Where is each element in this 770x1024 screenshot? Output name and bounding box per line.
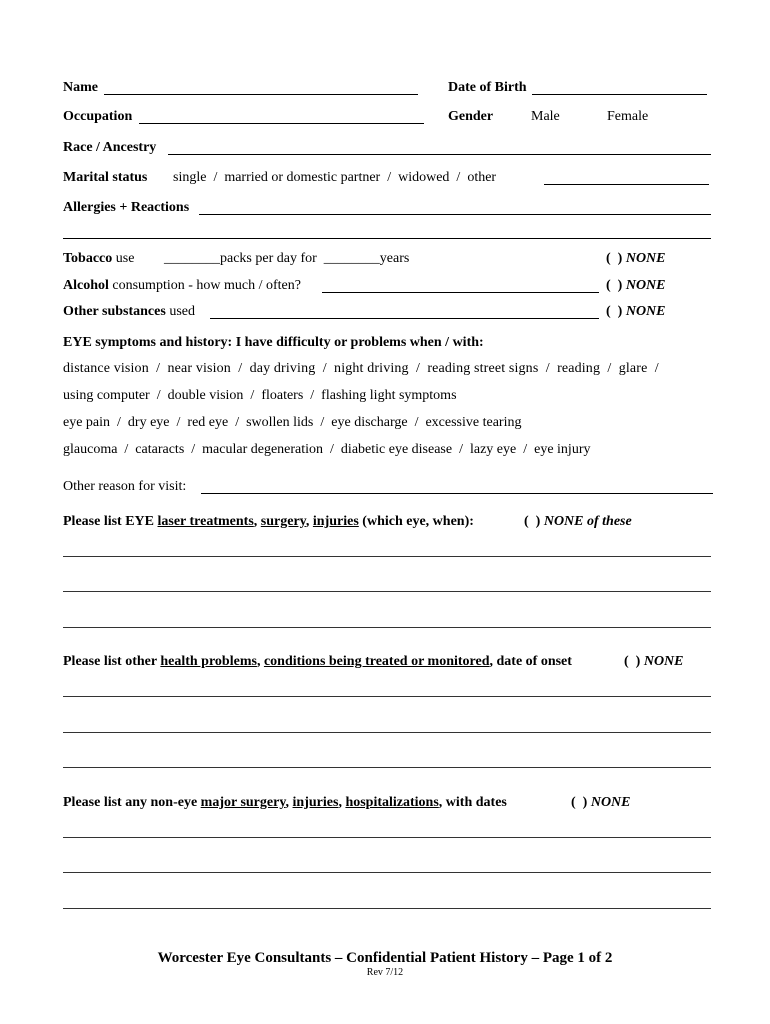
non-eye-line-2[interactable] [63,872,711,873]
marital-label: Marital status [63,170,148,185]
allergies-field[interactable] [199,214,711,215]
health-problems-line-3[interactable] [63,767,711,768]
dob-field[interactable] [532,94,707,95]
health-problems-heading: Please list other health problems, conditions being treated or monitored, date of onset [63,654,572,669]
other-reason-field[interactable] [201,493,713,494]
alcohol-none-option[interactable]: ( ) NONE [606,278,666,293]
other-substances-field[interactable] [210,318,599,319]
alcohol-label: Alcohol consumption - how much / often? [63,278,301,293]
eye-symptoms-row-2[interactable]: using computer / double vision / floaters / flashing light symptoms [63,388,457,403]
eye-symptoms-heading: EYE symptoms and history: I have difficulty or problems when / with: [63,335,484,350]
race-label: Race / Ancestry [63,140,157,155]
non-eye-none-option[interactable]: ( ) NONE [571,795,631,810]
allergies-label: Allergies + Reactions [63,200,190,215]
race-field[interactable] [168,154,711,155]
eye-symptoms-row-1[interactable]: distance vision / near vision / day driving / night driving / reading street signs / reading / glare / [63,361,659,376]
eye-symptoms-row-3[interactable]: eye pain / dry eye / red eye / swollen lids / eye discharge / excessive tearing [63,415,522,430]
name-field[interactable] [104,94,418,95]
non-eye-line-3[interactable] [63,908,711,909]
health-problems-line-1[interactable] [63,696,711,697]
tobacco-packs-field[interactable]: ________packs per day for ________years [164,251,410,266]
eye-symptoms-row-4[interactable]: glaucoma / cataracts / macular degeneration / diabetic eye disease / lazy eye / eye injury [63,442,591,457]
allergies-field-2[interactable] [63,238,711,239]
health-problems-none-option[interactable]: ( ) NONE [624,654,684,669]
non-eye-line-1[interactable] [63,837,711,838]
health-problems-line-2[interactable] [63,732,711,733]
alcohol-field[interactable] [322,292,599,293]
occupation-field[interactable] [139,123,424,124]
gender-label: Gender [448,109,494,124]
footer-title: Worcester Eye Consultants – Confidential Patient History – Page 1 of 2 [157,950,613,966]
eye-treatments-none-option[interactable]: ( ) NONE of these [524,514,632,529]
eye-treatments-line-3[interactable] [63,627,711,628]
eye-treatments-heading: Please list EYE laser treatments, surgery, injuries (which eye, when): [63,514,474,529]
other-substances-label: Other substances used [63,304,195,319]
gender-female-option[interactable]: Female [607,109,649,124]
name-label: Name [63,80,98,95]
dob-label: Date of Birth [448,80,527,95]
non-eye-heading: Please list any non-eye major surgery, injuries, hospitalizations, with dates [63,795,507,810]
revision-label: Rev 7/12 [366,967,404,978]
eye-treatments-line-2[interactable] [63,591,711,592]
tobacco-label: Tobacco use [63,251,135,266]
marital-options[interactable]: single / married or domestic partner / widowed / other [173,170,497,185]
other-substances-none-option[interactable]: ( ) NONE [606,304,666,319]
marital-other-field[interactable] [544,184,709,185]
eye-treatments-line-1[interactable] [63,556,711,557]
gender-male-option[interactable]: Male [531,109,560,124]
tobacco-none-option[interactable]: ( ) NONE [606,251,666,266]
other-reason-label: Other reason for visit: [63,479,187,494]
occupation-label: Occupation [63,109,133,124]
